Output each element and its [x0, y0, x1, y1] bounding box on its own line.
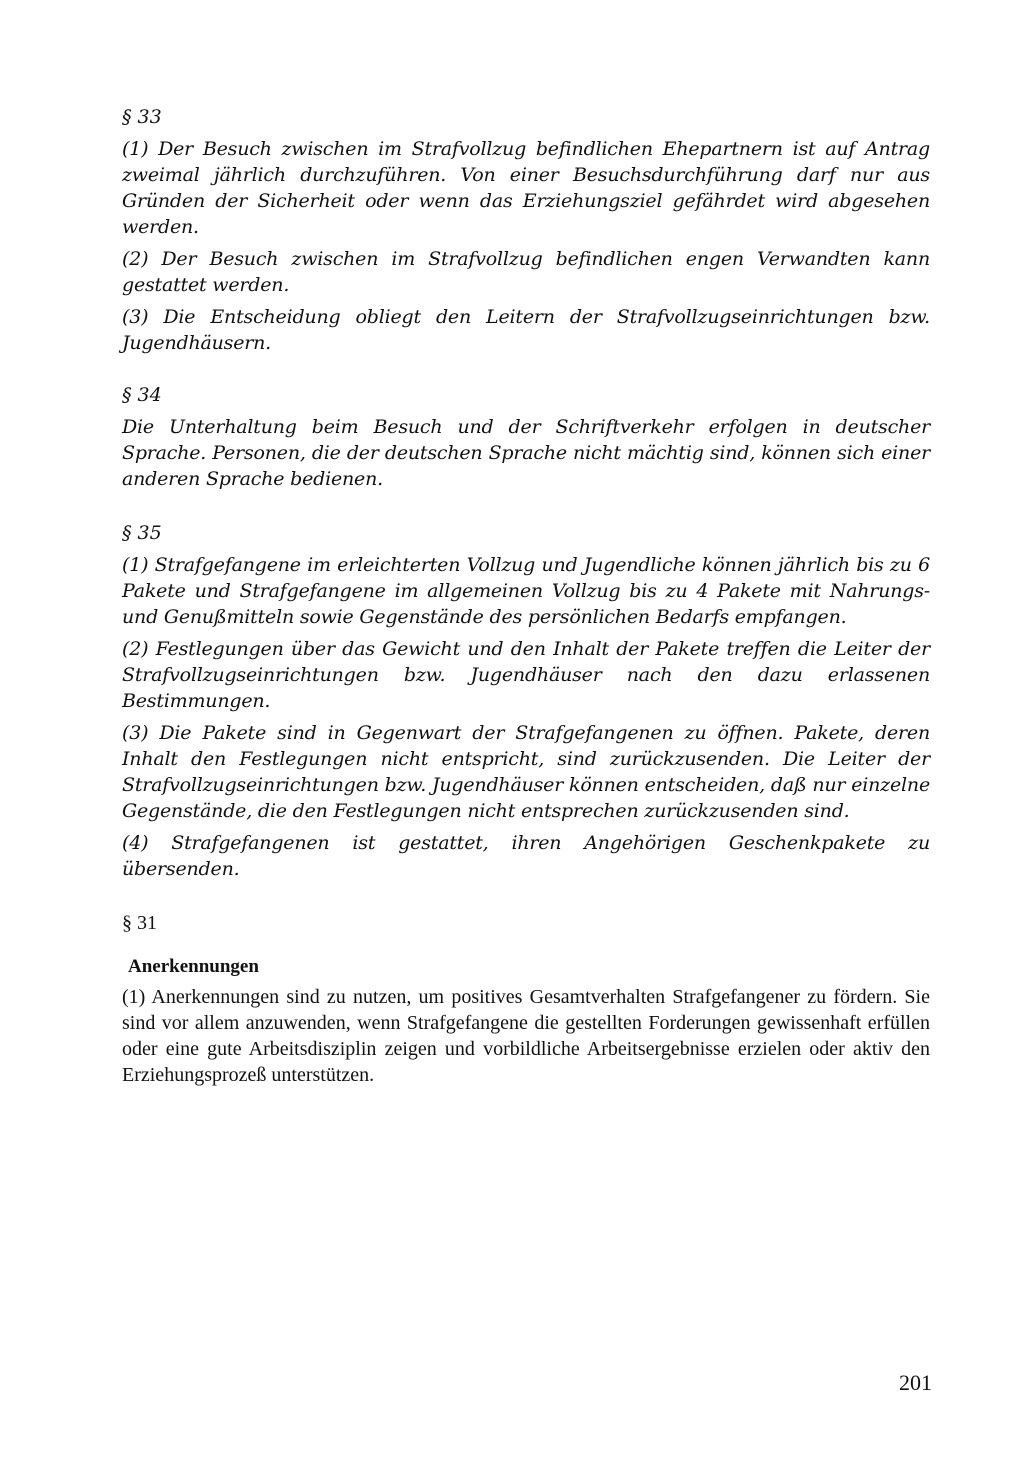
section-heading: § 35	[122, 522, 162, 544]
paragraph: (2) Festlegungen über das Gewicht und den Inhalt der Pakete treffen die Leiter der Strafvollzugseinrichtungen bzw. Jugendhäuser nach den dazu erlassenen Bestimmungen.	[122, 638, 930, 712]
paragraph: (1) Strafgefangene im erleichterten Vollzug und Jugendliche können jährlich bis zu 6 Pakete und Strafgefangene im allgemeinen Vollzug bis zu 4 Pakete mit Nahrungs- und Genußmitteln sowie Gegenstände des persönlichen Bedarfs empfangen.	[122, 554, 930, 628]
section-heading: § 31	[122, 912, 157, 934]
document-page	[122, 104, 930, 1094]
paragraph: (1) Der Besuch zwischen im Strafvollzug befindlichen Ehepartnern ist auf Antrag zweimal jährlich durchzuführen. Von einer Besuchsdurchführung darf nur aus Gründen der Sicherheit oder wenn das Erziehungsziel gefährdet wird abgesehen werden.	[122, 138, 930, 238]
paragraph: Die Unterhaltung beim Besuch und der Schriftverkehr erfolgen in deutscher Sprache. Personen, die der deutschen Sprache nicht mächtig sind, können sich einer anderen Sprache bedienen.	[122, 416, 930, 490]
section-heading: § 33	[122, 106, 162, 128]
paragraph: (2) Der Besuch zwischen im Strafvollzug befindlichen engen Verwandten kann gestattet werden.	[122, 248, 930, 296]
section-heading: § 34	[122, 384, 162, 406]
section-35	[122, 520, 930, 882]
paragraph: (1) Anerkennungen sind zu nutzen, um positives Gesamtverhalten Strafgefangener zu fördern. Sie sind vor allem anzuwenden, wenn Strafgefangene die gestellten Forderungen gewissenhaft erfüllen oder eine gute Arbeitsdisziplin zeigen und vorbildliche Arbeitsergebnisse erzielen oder aktiv den Erziehungsprozeß unterstützen.	[122, 986, 930, 1086]
section-title: Anerkennungen	[128, 956, 259, 977]
section-34	[122, 382, 930, 492]
section-33	[122, 104, 930, 356]
paragraph: (3) Die Pakete sind in Gegenwart der Strafgefangenen zu öffnen. Pakete, deren Inhalt den Festlegungen nicht entspricht, sind zurückzusenden. Die Leiter der Strafvollzugseinrichtungen bzw. Jugendhäuser können entscheiden, daß nur einzelne Gegenstände, die den Festlegungen nicht entsprechen zurückzusenden sind.	[122, 722, 930, 822]
page-number: 201	[899, 1370, 932, 1395]
section-31	[122, 910, 930, 1088]
paragraph: (3) Die Entscheidung obliegt den Leitern der Strafvollzugseinrichtungen bzw. Jugendhäusern.	[122, 306, 930, 354]
paragraph: (4) Strafgefangenen ist gestattet, ihren Angehörigen Geschenkpakete zu übersenden.	[122, 832, 930, 880]
